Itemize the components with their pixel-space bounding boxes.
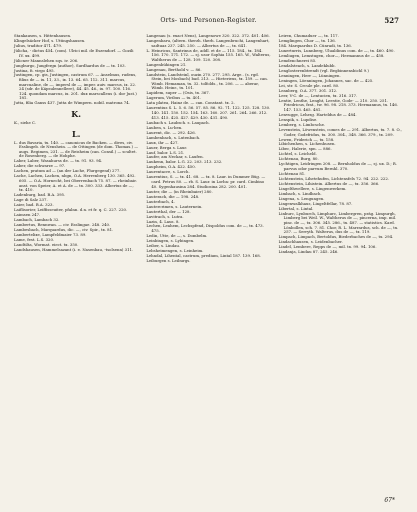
register-entry: Leanberg, O.A. 377. 301. 312. [278,87,338,93]
register-entry: Leiburgen s. Leiburgs. [146,257,191,263]
register-entry: Lauer, Berga s. Laur. [146,144,188,150]
register-entry: Laurentacre, s. Lorch. [146,169,190,175]
register-entry: Lindel, Lembere, Repps de —, mil. tx. 99. 94. 106. [278,244,377,250]
register-entry: Lata platea, Hainz de. — can. Constant. tx. 2. [146,100,235,106]
register-entry: Lemglingen, Chor —, tx. 136. [278,37,336,43]
register-entry: Laupheim, O.A. 422. 450. [146,164,196,170]
register-entry: Lehndal, Lihental, castrum, predium, Lintal 187. 139. 168. [146,253,261,258]
register-entry: Lichtel, s. Leicheld. [278,151,317,157]
register-entry: Landstein, Landsteinl, ouzin 270. 277. 295. Arge.. (s. rgd. Stein, bei Mosbach) bad. 213. — Hieterieus, tx. 159. — can. Wimb. Hemaman, tx. 32. tolfolds., tx. 206. — — aberar, Wimb. Heinr., tx. 101. [146,71,268,91]
register-entry: Lychtigen, Leidringen 208. — Bernholdus de —, sj. ux. D.; R. parvus odor parvum Bernhl. 370. [278,161,398,172]
register-entry: Laber, Laber, Wasahurss de. — tx. 91. 93. 94. [14,158,103,164]
register-entry: Libertal, s. Lintal. [278,205,314,211]
register-entry: Laurentius S. L. 5. 6. 56. 57. 85. 86. 92. 71. 122. 125. 128. 130. 140. 141. 150. 152. 154. 163. 160. 207. 261. 264. 266. 312. 413. 415. 425. 427. 429. 430. 431. 490. [146,105,271,120]
register-entry: Lambesbach, Marquardus, dic. —, civ. Spir., tx. 81. [14,227,114,232]
register-entry: Lambenbach, s. Lutenbach. [146,134,201,140]
column-left [14,34,138,264]
register-entry: Leiren, Chumaduer —, tx. 117. [278,33,339,38]
register-entry: Lentie, Lenthe, Lenght, Leestie, Gode- — 210. 250. 251. Friedricus, frat., tw. 96. 98. 218. 373. Hermannus, tx. 146. 147. 153. 465. 481. [278,97,399,112]
register-entry: Lapidem, super — (Osis, tx. 367. [146,90,210,96]
page-header [14,14,403,28]
register-entry: Lambertus, Rennwan. — civ. Esslingae. 248. 240. [14,222,111,228]
register-entry: Limbach, s. Lindbach. [278,190,322,196]
register-entry: Lachen, pratum ad — (an der Lache, Flurgegend) 277. [14,168,121,174]
register-entry: Justingen, cp. gis, Justingen, castrum 67. — Anselmus, rudens, filius de — ix. 11, 33., ix. 13. 64. 65. 112. 311. marcus, marcualine, de —, impersl de —, imper. auiv. marcus, ix. 22. 24 (sdr. de Käpsulennellere), 44. 45. 46., ix. 97. 100. 116. 124. quondam marcus, ix. 201. dux marscalleus (i. dor Just.) 181. [14,72,137,101]
register-entry: Libichenhen, s. Lichenhusen. [278,141,336,147]
register-entry: Laubach s. Laubsch. s. Laupach. [146,119,210,125]
register-entry: Laux, ihr — 427. [146,139,179,145]
register-entry: Justina, fi. virgo 495. [14,67,55,73]
register-entry: Laurent, dic. — 292. 426. [146,129,196,135]
register-entry: Lendalsteach, s. Landeklubb. [278,62,336,68]
register-entry: Julius, traditor 471. 479. [14,42,62,48]
register-entry: Libec, Halerie, spn. — 886. [278,146,332,152]
register-entry: Lache, Lachen, Lachen, nbgn, O.A. Herrenberg 130. 365. 492. 605. — O.A. Hornecht, bei Oberrenbach 75. 87. — rheinbair. anst. von Speier, A. et A. de — tx. 300. 333. Albertus de —, tx. 410. [14,173,137,193]
register-entry: Lambertelixe, Lampfeldmaier 73. 89. [14,231,87,237]
register-entry: Lauter, die — (in Rheinbaier) 280. [146,188,213,194]
register-entry: Landshausen, Hammelsazant (i. e. Nasenbau, -tsolsenn) 311. [14,246,134,252]
register-entry: Lagerum, Viribus — tx. 401. [146,95,202,101]
register-entry: Stankausen, s. Hittenhausen. [14,33,72,38]
register-entry: Lichtenau 81. [278,171,306,176]
register-entry: Lambach, Lambach 32. [14,217,60,223]
register-entry: Lauterbach, 4. [146,198,175,204]
register-entry: Ladenburg, bad. B.A. 395. [14,192,66,198]
register-entry: Laier, bad. B.A. 323. [14,202,54,208]
register-entry: Lemberg, s. Limbcsche. [278,121,326,127]
register-entry: Lavitrach, s. Lutra. [146,213,184,219]
register-entry: Lingelthwellere, s. Lingenwerkem. [278,185,347,191]
register-entry: Laukenn, balor. L.G. 22. 203. 213. 232. [146,159,223,165]
register-entry: Lauterthal, der — 128. [146,208,191,214]
register-entry: Leiber, s. Lindau. [146,243,181,249]
register-entry: Limpach, Limpach, Bertoldus, Biederbaches de —, tx. 294. [278,234,394,240]
register-entry: Langenbühingen 21. [146,61,187,67]
register-entry: Langenau (s. exact Nens), Langenowe 320. 322. 372. 401. 406. [146,33,270,38]
register-entry: Lichtenstein, Lihetehufen, Lichtensfels 72. 94. 222. 222. [278,175,390,181]
register-entry: Jülicner Mannslehen sqs. iv. 206. [14,57,79,63]
register-entry: Linburc, Lynburch, Limphurc, Limbergren, präg. Limpurgh, Limberg bei Weil. W., Waltherus de —, pincerna, imp. mil. pinc. de —, tx. 306. 345. 286., tx. 487. — statistics. Kard. Lönbollen, sch. 7. 81. Chor, R. L. Marrardus, sch. de —, tx. 257. — Serryth. Walterus, dus de —, tx. 119. [278,210,399,235]
register-entry: Leer, V-C. de —, Lentucien, tx. 316. 317. [278,92,358,98]
register-entry: Lindanja, Lindau 87. 245. 246. [278,249,339,255]
register-entry: Lauben, s. Lu-ben. [146,124,183,130]
register-entry: Lemliugen, Lemstugen, chor—, Hermannus de — 458. [278,52,385,58]
signature-mark: 67* [384,497,395,504]
register-entry: L. Heinricus, Santrinus de, addl. et de — 115. 184., tx. 184. 156. 170. 171. 172. — sj. usor Sophia 155. 165. W., Walterus, Waltherus de — 128. 109. 120. 308. [146,47,271,62]
register-entry: L. dus Bavaria, tx. 140. — canonicus de Backen. — dives, civ. Esslingeb. de Nenshein. — de Ottingen (de dom. Thomas.) — augs. Regimen, 231. — de Reisheim (can. Consil.) — scultet. de Rosenberg. — de Hohphe. [14,139,139,159]
register-entry: Lindachhausen, s. Leidenbacher. [278,239,343,245]
register-entry: Ledin, Utte, de —, s. Dombelm. [146,233,208,239]
register-entry: Klingelsäcker Hof, s. Uttingshausen. [14,37,86,43]
page-title: Orts- und Personen-Register. [160,17,257,24]
register-entry: Laimsen 247. [14,212,41,218]
register-entry: Lei, str. S. Crcule ple. card. 80. [278,82,340,88]
page-number: 527 [384,16,399,25]
register-entry: Lauterach, die — 198. 248. [146,193,200,199]
register-entry: Lichtenstein, Lihistein. Albertus de —, tx. 356. 366. [278,180,380,186]
column-right [279,34,403,264]
register-entry: Lewen, Friderich —, tx. 158. [278,136,335,142]
column-middle [146,34,270,264]
register-entry: Langenau, Berthold v. — 86. [146,66,202,72]
register-entry: Langenbaru, (altern. therzh. therh. Langenbruchi, Langenhart, sadtuaz 237. 245. 250. — Albertus de —, tx. 641. [146,37,270,48]
register-entry: Lebsheimengen, s. Leinheim. [146,248,204,254]
register-entry: 184. Marquardus D. Cünradi, tx. 136. [278,42,352,48]
register-entry: Jutta, filia Ganss 437. Jutta de Wimpern. nobil. matrona 74. [14,100,130,106]
register-entry: Laurentius, S. — tx. 41. 68. — tx. 8. Laur. in Dummer Büg. — card. Petrus 80. — rb. S. Laur. in Lorba: pr. card. Cimbino 40. Sygenhausina 284. Studiosina 282. 200. 401. [146,174,266,189]
register-entry: Laiflisorier, Leiffisseuiter, pfalnn. d.n. et fr. q. C. 227. 220. [14,207,128,213]
register-entry: Lenglosterenbtrendt (vgl. Begbinnensbichl 9.) [278,67,369,73]
register-entry: Lage di Salz 237. [14,197,48,203]
register-columns [14,34,403,264]
register-entry: Lenningen, Herr —, Lünningen. [278,72,341,78]
register-entry: Lazin, 4. Laus. 8. [146,218,180,224]
register-entry: Lunerturris, Lunnberg, Ulualdinus com. de —, tx. 460. 490. [278,47,395,53]
register-entry: Laufer, am Neckar, s. Laufen. [146,154,204,160]
register-entry: Jungburgo, Jungfergn (author), Surdhardus de — tx. 103. [14,62,126,68]
register-entry: Leinbingen, s. Lybingen. [146,238,195,244]
section-heading: K. [71,109,82,120]
register-entry: Leningen, Löenningen, Johannes, sac. de — 425. [278,77,374,83]
section-heading: L. [71,128,81,139]
register-entry: Lame, fest. L.S. 320. [14,236,55,242]
register-entry: Lemdenchnerei 85. [278,57,317,63]
register-entry: Lauf, balor. L.S. 21. [146,149,185,155]
register-entry: Landtilta, Wormat. eiect. tx. 350. [14,241,79,247]
register-entry: Lautercrimen, s. Lauternein. [146,203,203,209]
register-entry: Lechen, Leahem, Lechspfend, Dispoldus com. de —, tx. 473. 475. [146,223,264,234]
register-entry: Jülicha, - dictus 454. (com). Ulrici mil. de Eszendorf. — Gozili IV. xx. 499. [14,47,134,58]
register-entry: Lenspik, s. Lupdise. [278,116,318,122]
register-entry: Lingenwalkhaus, Lingeltfellar, 78. 87. [278,200,353,206]
register-entry: Levenstein, Löwenstein, comes de — 291. Albertus, tx. 7. 8. O., Goder, Godefridus, tx. 300. 304., 348. 366. 379., tx. 209. [278,126,402,137]
register-entry: Laber, die schwarze — 97. [14,163,66,169]
register-entry: Lenvugge, Lehrzg. Harteldus de — 484. [278,111,357,117]
register-entry: K., siehe C. [14,120,37,126]
register-entry: Lingena, s. Lengungen. [278,195,325,201]
register-entry: Lichtenau, Burg, 80. [278,156,319,162]
